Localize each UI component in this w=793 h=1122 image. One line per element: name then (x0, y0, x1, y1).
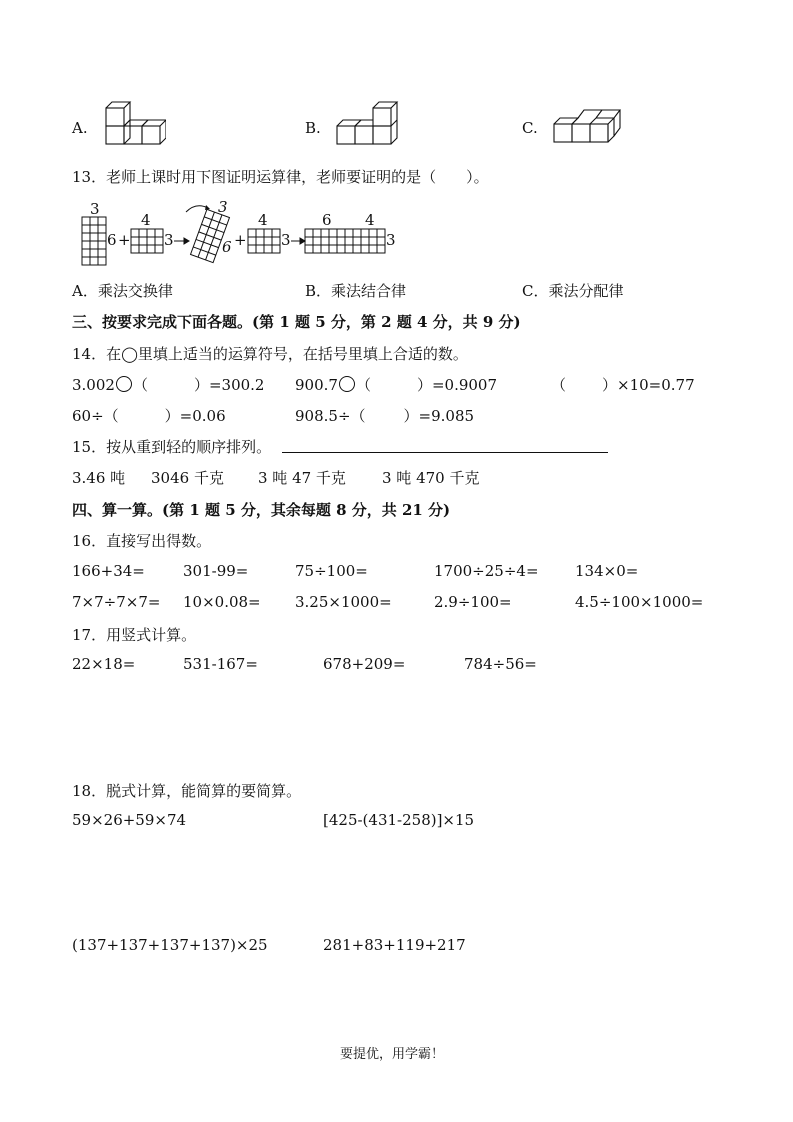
q15-item-1: 3.46 吨 (72, 469, 126, 487)
q14-item-5 (295, 405, 474, 426)
q14-stem: 14．在◯里填上适当的运算符号，在括号里填上合适的数。 (72, 345, 468, 363)
q14-item-3-open: （ (551, 376, 567, 394)
q14-item-1 (72, 374, 264, 395)
q16-r1-2: 301-99= (183, 562, 249, 580)
q14-item-4-result: ）=0.06 (164, 407, 226, 425)
q13-fig-4c: 4 (365, 211, 375, 229)
q16-r1-4: 1700÷25÷4= (434, 562, 539, 580)
q14-item-1-circle (116, 376, 132, 392)
q12-option-b-label: B. (305, 119, 321, 137)
q14-item-2-open: （ (355, 376, 371, 394)
q15-stem: 15．按从重到轻的顺序排列。 (72, 438, 272, 456)
q16-r2-3: 3.25×1000= (295, 593, 392, 611)
page-footer: 要提优，用学霸！ (340, 1047, 445, 1062)
q16-r2-2: 10×0.08= (183, 593, 261, 611)
q13-fig-4a: 4 (141, 211, 151, 229)
q15-item-2: 3046 千克 (151, 469, 224, 487)
q13-fig-plus-b: + (234, 231, 247, 249)
q13-fig-4b: 4 (258, 211, 268, 229)
q13-fig-3c: 3 (218, 200, 228, 216)
q13-option-c: C．乘法分配律 (522, 282, 624, 300)
q18-item-2: [425-(431-258)]×15 (323, 811, 475, 829)
q14-item-2 (295, 374, 497, 395)
q18-stem: 18．脱式计算，能简算的要简算。 (72, 782, 302, 800)
q14-item-4-open: 60÷（ (72, 407, 119, 425)
q12-option-a-cubes (100, 98, 166, 148)
q14-item-1-number: 3.002 (72, 376, 115, 394)
q15-answer-line (282, 452, 608, 453)
q18-item-1: 59×26+59×74 (72, 811, 187, 829)
q14-item-3-result: ）×10=0.77 (602, 376, 695, 394)
q16-r2-4: 2.9÷100= (434, 593, 512, 611)
q14-item-1-result: ）=300.2 (193, 376, 265, 394)
q13-fig-6a: 6 (107, 231, 117, 249)
q13-fig-6c: 6 (322, 211, 332, 229)
q14-item-1-open: （ (132, 376, 148, 394)
q15-item-3: 3 吨 47 千克 (258, 469, 346, 487)
q12-option-b-cubes (335, 98, 405, 148)
q16-stem: 16．直接写出得数。 (72, 532, 212, 550)
q18-item-4: 281+83+119+217 (323, 936, 466, 954)
q14-item-3 (551, 374, 695, 395)
q13-fig-6b: 6 (222, 238, 232, 256)
q17-item-4: 784÷56= (464, 655, 537, 673)
section-3-title: 三、按要求完成下面各题。(第 1 题 5 分，第 2 题 4 分，共 9 分) (72, 313, 521, 331)
q12-option-c-cubes (552, 106, 626, 146)
q16-r1-3: 75÷100= (295, 562, 368, 580)
q13-option-a: A．乘法交换律 (72, 282, 173, 300)
q13-fig-3e: 3 (386, 231, 396, 249)
q17-item-2: 531-167= (183, 655, 258, 673)
q16-r2-1: 7×7÷7×7= (72, 593, 161, 611)
q14-item-5-result: ）=9.085 (403, 407, 475, 425)
q13-fig-3a: 3 (90, 200, 100, 218)
q18-item-3: (137+137+137+137)×25 (72, 936, 268, 954)
q14-item-2-circle (339, 376, 355, 392)
q16-r2-5: 4.5÷100×1000= (575, 593, 704, 611)
section-4-title: 四、算一算。(第 1 题 5 分，其余每题 8 分，共 21 分) (72, 501, 451, 519)
q13-figure (78, 200, 408, 268)
q13-option-b: B．乘法结合律 (305, 282, 407, 300)
q13-fig-3b: 3 (164, 231, 174, 249)
q17-item-3: 678+209= (323, 655, 406, 673)
q12-option-c-label: C. (522, 119, 538, 137)
q15-item-4: 3 吨 470 千克 (382, 469, 480, 487)
q14-item-5-open: 908.5÷（ (295, 407, 366, 425)
q17-item-1: 22×18= (72, 655, 136, 673)
q17-stem: 17．用竖式计算。 (72, 626, 197, 644)
q14-item-2-number: 900.7 (295, 376, 338, 394)
q14-item-4 (72, 405, 226, 426)
q16-r1-1: 166+34= (72, 562, 145, 580)
q16-r1-5: 134×0= (575, 562, 639, 580)
q13-fig-plus-a: + (118, 231, 131, 249)
q14-item-2-result: ）=0.9007 (416, 376, 498, 394)
q12-option-a-label: A. (72, 119, 88, 137)
q13-fig-3d: 3 (281, 231, 291, 249)
q13-stem: 13．老师上课时用下图证明运算律，老师要证明的是（ ）。 (72, 168, 489, 186)
